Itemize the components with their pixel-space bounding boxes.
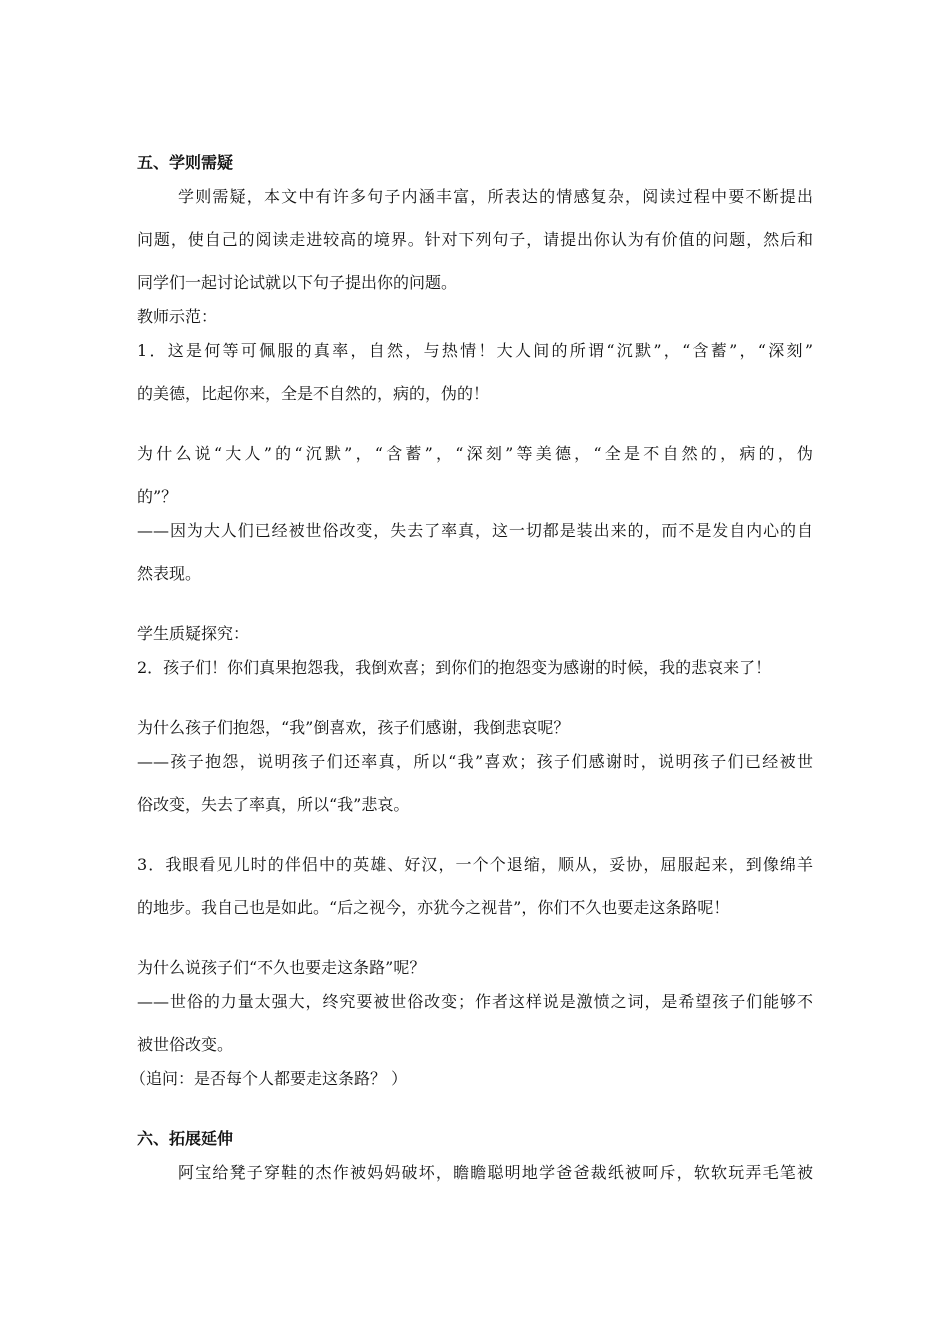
- item-2-question-line-1: 为什么孩子们抱怨，“我”倒喜欢，孩子们感谢，我倒悲哀呢？: [137, 718, 570, 737]
- section-five-intro-line-2: 问题，使自己的阅读走进较高的境界。针对下列句子，请提出你认为有价值的问题，然后和: [137, 230, 813, 249]
- item-2-answer-line-2: 俗改变，失去了率真，所以“我”悲哀。: [137, 795, 410, 814]
- item-3-answer-line-2: 被世俗改变。: [137, 1035, 234, 1054]
- item-1-answer-line-1: ——因为大人们已经被世俗改变，失去了率真，这一切都是装出来的，而不是发自内心的自: [137, 521, 813, 540]
- section-six-intro-line-1: 阿宝给凳子穿鞋的杰作被妈妈破坏，瞻瞻聪明地学爸爸裁纸被呵斥，软软玩弄毛笔被: [178, 1163, 813, 1182]
- item-2-quote-line-1: 2．孩子们！你们真果抱怨我，我倒欢喜；到你们的抱怨变为感谢的时候，我的悲哀来了！: [137, 658, 772, 677]
- item-1-question-line-1: 为什么说“大人”的“沉默”，“含蓄”，“深刻”等美德，“全是不自然的，病的，伪: [137, 444, 813, 463]
- teacher-demo-label: 教师示范：: [137, 307, 218, 326]
- item-3-question-line-1: 为什么说孩子们“不久也要走这条路”呢？: [137, 958, 426, 977]
- section-six-heading: 六、拓展延伸: [137, 1129, 234, 1148]
- item-3-followup: （追问：是否每个人都要走这条路？ ）: [130, 1069, 408, 1088]
- section-five-intro-line-1: 学则需疑，本文中有许多句子内涵丰富，所表达的情感复杂，阅读过程中要不断提出: [178, 187, 813, 206]
- item-3-answer-line-1: ——世俗的力量太强大，终究要被世俗改变；作者这样说是激愤之词，是希望孩子们能够不: [137, 992, 813, 1011]
- item-2-answer-line-1: ——孩子抱怨，说明孩子们还率真，所以“我”喜欢；孩子们感谢时，说明孩子们已经被世: [137, 752, 813, 771]
- item-1-question-line-2: 的”？: [137, 487, 178, 506]
- item-1-quote-line-2: 的美德，比起你来，全是不自然的，病的，伪的！: [137, 384, 490, 403]
- student-inquiry-label: 学生质疑探究：: [137, 624, 250, 643]
- section-five-heading: 五、学则需疑: [137, 153, 234, 172]
- section-five-intro-line-3: 同学们一起讨论试就以下句子提出你的问题。: [137, 273, 458, 292]
- item-3-quote-line-2: 的地步。我自己也是如此。“后之视今，亦犹今之视昔”，你们不久也要走这条路呢！: [137, 898, 730, 917]
- item-3-quote-line-1: 3．我眼看见儿时的伴侣中的英雄、好汉，一个个退缩，顺从，妥协，屈服起来，到像绵羊: [137, 855, 813, 874]
- item-1-quote-line-1: 1．这是何等可佩服的真率，自然，与热情！大人间的所谓“沉默”，“含蓄”，“深刻”: [137, 341, 813, 360]
- item-1-answer-line-2: 然表现。: [137, 564, 202, 583]
